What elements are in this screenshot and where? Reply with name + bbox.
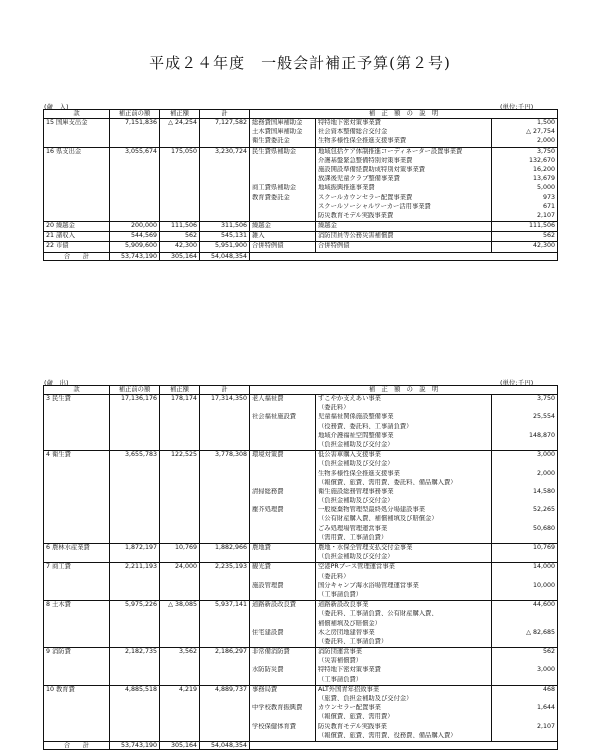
- cell-item: 15 国庫支出金: [44, 119, 110, 148]
- total-total: 54,048,354: [200, 741, 250, 750]
- detail-account: 塵芥処理費: [252, 506, 284, 514]
- detail-description: （災害補償費）: [318, 657, 363, 665]
- detail-account: 総務費国庫補助金: [252, 119, 303, 126]
- cell-total: 1,882,966: [200, 544, 250, 563]
- table-row: [44, 544, 558, 563]
- total-blank: [250, 741, 558, 750]
- detail-amount: [494, 515, 555, 524]
- detail-amount: 1,500: [536, 119, 556, 126]
- cell-item: 3 民生費: [44, 395, 110, 451]
- column-header: 計: [200, 386, 250, 395]
- cell-change: 122,525: [160, 451, 200, 544]
- detail-description: 防災教育モデル実践事業費: [318, 211, 394, 219]
- detail-account-cell: [250, 451, 316, 544]
- detail-account: 非常備消防費: [252, 648, 290, 656]
- detail-amount: 562: [542, 232, 556, 240]
- detail-amount: [494, 620, 555, 629]
- detail-account: 繰越金: [252, 222, 271, 230]
- detail-description: 空港PRブース管理運営事業: [318, 563, 395, 571]
- cell-item: 20 繰越金: [44, 222, 110, 232]
- detail-amount: [494, 573, 555, 582]
- column-header: 補正額: [160, 110, 200, 119]
- detail-description: （工事請負費）: [318, 590, 363, 598]
- detail-account: 雑入: [252, 232, 265, 240]
- detail-amount: [494, 460, 555, 469]
- cell-item: 9 消防費: [44, 648, 110, 686]
- detail-account: 合併特例債: [252, 242, 284, 250]
- cell-change: △ 38,085: [160, 601, 200, 648]
- detail-amount: 50,680: [532, 524, 556, 532]
- cell-item: 6 農林水産業費: [44, 544, 110, 563]
- detail-account: 環境対策費: [252, 451, 284, 459]
- detail-account: 民生費県補助金: [252, 147, 297, 155]
- detail-account-cell: [250, 544, 316, 563]
- detail-amount: 148,870: [528, 431, 556, 439]
- detail-description: 道路新設改良事業: [318, 601, 369, 609]
- expenditure-header-row: [44, 386, 558, 395]
- cell-before: 4,885,518: [110, 685, 160, 741]
- expenditure-table: [43, 385, 558, 750]
- detail-amount: [494, 553, 555, 562]
- table-row: [44, 147, 558, 222]
- detail-description: 低公害車購入支援事業: [318, 451, 381, 459]
- cell-change: 175,050: [160, 147, 200, 222]
- detail-amount: 671: [542, 202, 556, 210]
- detail-description: スクールソーシャルワーカー活用事業費: [318, 202, 431, 210]
- column-header: 補正前の額: [110, 110, 160, 119]
- detail-account: [252, 432, 313, 441]
- revenue-section-label: (歳 入): [44, 103, 69, 111]
- detail-account: 衛生費委託金: [252, 137, 290, 145]
- detail-account: [252, 620, 313, 629]
- detail-amount: [494, 713, 555, 722]
- detail-amount-cell: [492, 601, 558, 648]
- detail-description: （負担金補助及び交付金）: [318, 497, 394, 505]
- total-before: 53,743,190: [110, 741, 160, 750]
- total-row: [44, 252, 558, 261]
- detail-amount: △ 82,685: [526, 628, 556, 636]
- detail-account: [252, 732, 313, 741]
- detail-amount: 3,000: [536, 666, 556, 674]
- detail-account: [252, 460, 313, 469]
- detail-description: 社会資本整備総合交付金: [318, 128, 388, 136]
- cell-before: 3,055,674: [110, 147, 160, 222]
- detail-account-cell: [250, 242, 316, 252]
- detail-amount: 1,644: [536, 704, 556, 712]
- revenue-header-row: [44, 110, 558, 119]
- cell-total: 5,951,900: [200, 242, 250, 252]
- revenue-table: [43, 109, 558, 261]
- detail-description: （委託料、工事請負費、公有財産購入費、: [318, 610, 438, 618]
- detail-account: [252, 441, 313, 450]
- table-row: [44, 563, 558, 601]
- detail-amount-cell: [492, 119, 558, 148]
- detail-account: 事務局費: [252, 685, 278, 693]
- detail-amount: [494, 591, 555, 600]
- detail-description: （負担金補助及び交付金）: [318, 460, 394, 468]
- cell-before: 5,975,226: [110, 601, 160, 648]
- detail-description-cell: [316, 685, 492, 741]
- detail-description: （報償費、旅費、需用費、委託料、備品購入費）: [318, 478, 457, 486]
- detail-description: （報償費、旅費、需用費）: [318, 713, 394, 721]
- cell-before: 17,136,176: [110, 395, 160, 451]
- detail-description-cell: [316, 648, 492, 686]
- table-row: [44, 685, 558, 741]
- total-before: 53,743,190: [110, 252, 160, 261]
- cell-change: 562: [160, 232, 200, 242]
- detail-description: 児童福祉関係施設整備事業: [318, 413, 394, 421]
- cell-before: 200,000: [110, 222, 160, 232]
- detail-account: 農地費: [252, 544, 271, 551]
- detail-amount: 16,200: [532, 165, 556, 173]
- cell-before: 1,872,197: [110, 544, 160, 563]
- detail-amount-cell: [492, 232, 558, 242]
- detail-description: （委託料、工事請負費）: [318, 637, 388, 645]
- detail-amount: 3,750: [536, 395, 556, 402]
- detail-description: （報償費、旅費、需用費、役務費、備品購入費）: [318, 731, 457, 739]
- total-label: 合 計: [44, 741, 110, 750]
- cell-item: 8 土木費: [44, 601, 110, 648]
- detail-amount: △ 27,754: [526, 128, 556, 136]
- detail-amount: [494, 534, 555, 543]
- detail-description-cell: [316, 232, 492, 242]
- detail-account: [252, 695, 313, 704]
- detail-description: （委託料）: [318, 404, 350, 412]
- column-header: 款: [44, 110, 110, 119]
- detail-description: （負担金補助及び交付金）: [318, 553, 394, 561]
- expenditure-unit-label: (単位:千円): [500, 379, 534, 387]
- page-title: 平成２４年度 一般会計補正予算(第２号): [149, 54, 451, 72]
- cell-item: 16 県支出金: [44, 147, 110, 222]
- detail-description: 防災教育モデル実践事業: [318, 722, 387, 730]
- detail-description: （委託料）: [318, 572, 350, 580]
- detail-description: 消防団員等公務災害補償費: [318, 232, 394, 240]
- detail-description: 繰越金: [318, 222, 337, 230]
- table-row: [44, 119, 558, 148]
- detail-account: [252, 534, 313, 543]
- detail-amount: [494, 610, 555, 619]
- cell-total: 3,230,724: [200, 147, 250, 222]
- detail-account: [252, 610, 313, 619]
- detail-description: 合併特例債: [318, 242, 350, 250]
- detail-description: （公有財産購入費、補償補填及び賠償金）: [318, 515, 438, 523]
- total-total: 54,048,354: [200, 252, 250, 261]
- total-label: 合 計: [44, 252, 110, 261]
- detail-amount: [494, 732, 555, 741]
- detail-account: [252, 175, 313, 184]
- total-change: 305,164: [160, 741, 200, 750]
- detail-account-cell: [250, 232, 316, 242]
- cell-change: 111,506: [160, 222, 200, 232]
- detail-account: 社会福祉施設費: [252, 413, 297, 421]
- detail-account: 学校保健体育費: [252, 722, 297, 730]
- cell-before: 2,211,193: [110, 563, 160, 601]
- detail-amount: 52,265: [532, 506, 556, 514]
- detail-account-cell: [250, 685, 316, 741]
- detail-account: 教育費委託金: [252, 193, 290, 201]
- detail-description: （役務費、委託料、工事請負費）: [318, 422, 413, 430]
- detail-account: 住宅建設費: [252, 628, 284, 636]
- cell-change: 42,300: [160, 242, 200, 252]
- detail-account: [252, 525, 313, 534]
- detail-description: 生物多様性保全推進支援事業費: [318, 137, 407, 145]
- detail-description: ALT外国青年招致事業: [318, 685, 380, 693]
- cell-total: 2,235,193: [200, 563, 250, 601]
- detail-account: [252, 676, 313, 685]
- column-header: 計: [200, 110, 250, 119]
- total-blank: [250, 252, 558, 261]
- detail-amount: 2,000: [536, 469, 556, 477]
- table-row: [44, 648, 558, 686]
- detail-description: 特特地下密対策事業費: [318, 119, 381, 126]
- cell-change: △ 24,254: [160, 119, 200, 148]
- detail-description: 消防団運営事業: [318, 648, 363, 656]
- detail-description: 国分キャンプ海水浴場管理運営事業: [318, 581, 419, 589]
- detail-account: [252, 157, 313, 166]
- detail-amount: [494, 441, 555, 450]
- detail-account: [252, 573, 313, 582]
- detail-account: [252, 212, 313, 221]
- cell-change: 178,174: [160, 395, 200, 451]
- detail-account-cell: [250, 119, 316, 148]
- detail-description-cell: [316, 601, 492, 648]
- cell-total: 545,131: [200, 232, 250, 242]
- revenue-unit-label: (単位:千円): [500, 103, 534, 111]
- detail-description-cell: [316, 451, 492, 544]
- cell-item: 22 市債: [44, 242, 110, 252]
- detail-account: [252, 423, 313, 432]
- detail-description: 地域振興推進事業費: [318, 184, 375, 192]
- detail-amount-cell: [492, 563, 558, 601]
- detail-description: スクールカウンセラー配置事業費: [318, 193, 413, 201]
- table-row: [44, 451, 558, 544]
- detail-amount: [494, 479, 555, 488]
- detail-description: 介護基盤緊急整備特別対策事業費: [318, 156, 413, 164]
- cell-change: 10,769: [160, 544, 200, 563]
- cell-total: 4,889,737: [200, 685, 250, 741]
- detail-amount: [494, 404, 555, 413]
- detail-amount: 468: [542, 685, 556, 693]
- detail-account: [252, 591, 313, 600]
- detail-account: 施設管理費: [252, 581, 284, 589]
- detail-description-cell: [316, 544, 492, 563]
- detail-description-cell: [316, 222, 492, 232]
- detail-amount: 2,107: [536, 722, 556, 730]
- detail-description: 特特地下密対策事業費: [318, 666, 381, 674]
- total-row: [44, 741, 558, 750]
- detail-account: [252, 657, 313, 666]
- table-row: [44, 232, 558, 242]
- cell-before: 3,655,783: [110, 451, 160, 544]
- detail-description: （負担金補助及び交付金）: [318, 440, 394, 448]
- cell-before: 5,909,600: [110, 242, 160, 252]
- detail-amount: 25,554: [532, 413, 556, 421]
- detail-description: 衛生施設総務管理事務事業: [318, 487, 394, 495]
- detail-description: （需用費、工事請負費）: [318, 533, 388, 541]
- detail-description-cell: [316, 242, 492, 252]
- detail-amount: [494, 676, 555, 685]
- detail-amount: 14,000: [532, 563, 556, 571]
- detail-amount: 2,000: [536, 137, 556, 145]
- detail-amount: 973: [542, 193, 556, 201]
- detail-account: [252, 479, 313, 488]
- table-row: [44, 242, 558, 252]
- detail-account: [252, 470, 313, 479]
- detail-amount: 111,506: [528, 222, 556, 230]
- detail-account-cell: [250, 222, 316, 232]
- detail-amount-cell: [492, 544, 558, 563]
- column-header: 款: [44, 386, 110, 395]
- detail-account: [252, 638, 313, 647]
- detail-description: すこやか支えあい事業: [318, 395, 381, 402]
- detail-amount: 2,107: [536, 211, 556, 219]
- detail-description-cell: [316, 147, 492, 222]
- detail-amount: 10,769: [532, 544, 556, 551]
- detail-description-cell: [316, 119, 492, 148]
- detail-amount: [494, 657, 555, 666]
- detail-account: [252, 203, 313, 212]
- detail-account-cell: [250, 601, 316, 648]
- cell-item: 10 教育費: [44, 685, 110, 741]
- detail-account: [252, 553, 313, 562]
- detail-account: 清掃総務費: [252, 487, 284, 495]
- cell-before: 2,182,735: [110, 648, 160, 686]
- detail-amount: 562: [542, 648, 556, 656]
- detail-amount: 44,600: [532, 601, 556, 609]
- total-change: 305,164: [160, 252, 200, 261]
- detail-account: 中学校教育振興費: [252, 704, 303, 712]
- detail-account-cell: [250, 147, 316, 222]
- detail-amount: 42,300: [532, 242, 556, 250]
- column-header: 補 正 額 の 説 明: [250, 386, 558, 395]
- detail-account: [252, 497, 313, 506]
- detail-amount: [494, 423, 555, 432]
- detail-account-cell: [250, 648, 316, 686]
- detail-account: 土木費国庫補助金: [252, 128, 303, 136]
- detail-description-cell: [316, 395, 492, 451]
- detail-amount-cell: [492, 242, 558, 252]
- detail-account: [252, 515, 313, 524]
- detail-amount-cell: [492, 685, 558, 741]
- detail-amount: 10,000: [532, 581, 556, 589]
- detail-amount-cell: [492, 222, 558, 232]
- detail-account-cell: [250, 563, 316, 601]
- detail-amount-cell: [492, 451, 558, 544]
- detail-amount-cell: [492, 648, 558, 686]
- detail-description: カウンセラー配置事業: [318, 704, 381, 712]
- column-header: 補正額: [160, 386, 200, 395]
- detail-account-cell: [250, 395, 316, 451]
- cell-total: 2,186,297: [200, 648, 250, 686]
- detail-account: [252, 713, 313, 722]
- detail-account: 水防防災費: [252, 666, 284, 674]
- detail-amount: 13,679: [532, 175, 556, 183]
- detail-description: 一般廃棄物管理型最終処分場建設事業: [318, 506, 426, 514]
- detail-description: 木之房団地建替事業: [318, 628, 375, 636]
- cell-item: 7 商工費: [44, 563, 110, 601]
- detail-amount: [494, 638, 555, 647]
- column-header: 補 正 額 の 説 明: [250, 110, 558, 119]
- cell-before: 544,569: [110, 232, 160, 242]
- detail-description: 施設開設準備経費助成特別対策事業費: [318, 165, 426, 173]
- detail-description: 地域介護福祉空間整備事業: [318, 431, 394, 439]
- detail-account: 道路新設改良費: [252, 601, 297, 609]
- cell-item: 4 衛生費: [44, 451, 110, 544]
- table-row: [44, 601, 558, 648]
- detail-description: 生物多様性保全推進支援事業: [318, 469, 400, 477]
- detail-amount: 132,670: [528, 156, 556, 164]
- cell-before: 7,151,836: [110, 119, 160, 148]
- cell-total: 3,778,308: [200, 451, 250, 544]
- detail-amount: 14,580: [532, 487, 556, 495]
- detail-description: （旅費、負担金補助及び交付金）: [318, 695, 413, 702]
- detail-amount-cell: [492, 147, 558, 222]
- table-row: [44, 222, 558, 232]
- detail-description: 地域包括ケア体制推進コーディネーター設置事業費: [318, 147, 463, 155]
- detail-account: 商工費県補助金: [252, 184, 297, 192]
- cell-total: 5,937,141: [200, 601, 250, 648]
- detail-amount: [494, 695, 555, 704]
- cell-change: 3,562: [160, 648, 200, 686]
- detail-account: 観光費: [252, 563, 271, 571]
- cell-item: 21 諸収入: [44, 232, 110, 242]
- expenditure-section-label: (歳 出): [44, 379, 69, 387]
- detail-description: （工事請負費）: [318, 675, 363, 683]
- detail-description: 放課後児童クラブ整備事業費: [318, 175, 400, 183]
- cell-change: 24,000: [160, 563, 200, 601]
- detail-amount: [494, 497, 555, 506]
- detail-account: [252, 404, 313, 413]
- detail-account: 老人福祉費: [252, 395, 284, 402]
- table-row: [44, 395, 558, 451]
- column-header: 補正前の額: [110, 386, 160, 395]
- detail-account: [252, 166, 313, 175]
- detail-amount: 3,000: [536, 451, 556, 459]
- cell-total: 311,506: [200, 222, 250, 232]
- detail-description: 農地・水保全管理支払交付金事業: [318, 544, 413, 551]
- detail-description: 補償補填及び賠償金）: [318, 619, 381, 627]
- cell-change: 4,219: [160, 685, 200, 741]
- cell-total: 17,314,350: [200, 395, 250, 451]
- detail-amount: 5,000: [536, 184, 556, 192]
- detail-amount-cell: [492, 395, 558, 451]
- detail-description: ごみ処理場管理運営事業: [318, 524, 388, 532]
- cell-total: 7,127,582: [200, 119, 250, 148]
- detail-description-cell: [316, 563, 492, 601]
- detail-amount: 3,750: [536, 147, 556, 155]
